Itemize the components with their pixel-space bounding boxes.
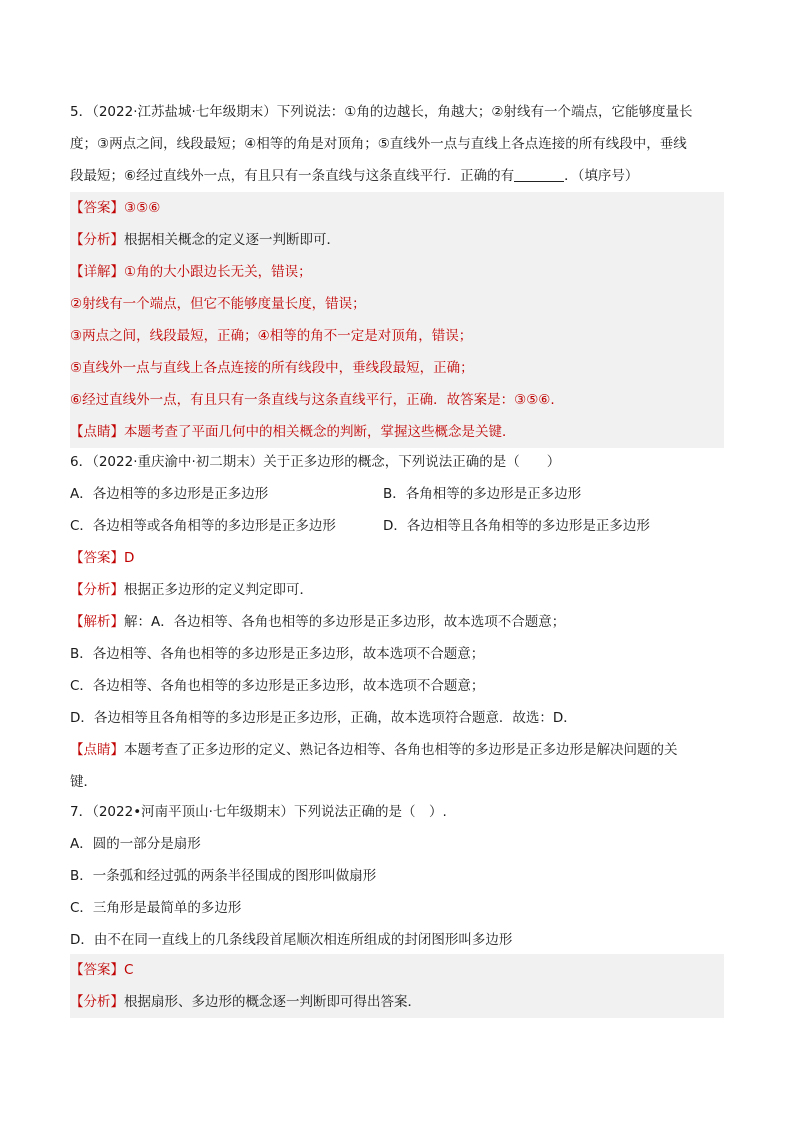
- q7-option-a: A．圆的一部分是扇形: [70, 836, 201, 852]
- answer-value: D: [124, 550, 135, 566]
- q6-solution-2: B．各边相等、各角也相等的多边形是正多边形，故本选项不合题意；: [70, 646, 485, 662]
- detail-tag: 【详解】: [70, 264, 124, 280]
- q7-answer: [70, 954, 724, 986]
- analysis-text: 根据正多边形的定义判定即可．: [124, 582, 313, 598]
- q6-solution-4: D．各边相等且各角相等的多边形是正多边形，正确，故本选项符合题意．故选：D．: [70, 710, 577, 726]
- answer-tag: 【答案】: [70, 200, 124, 216]
- analysis-tag: 【分析】: [70, 994, 124, 1010]
- q6-comment-2: 键．: [70, 774, 97, 790]
- q6-answer: [70, 542, 724, 574]
- answer-value: ③⑤⑥: [124, 200, 161, 216]
- q5-detail-5: ⑥经过直线外一点，有且只有一条直线与这条直线平行，正确．故答案是：③⑤⑥.: [70, 384, 724, 416]
- q7-option-c: C．三角形是最简单的多边形: [70, 900, 242, 916]
- analysis-text: 根据扇形、多边形的概念逐一判断即可得出答案．: [124, 994, 421, 1010]
- solution-tag: 【解析】: [70, 614, 124, 630]
- q5-stem-line-3: [70, 160, 724, 192]
- analysis-text: 根据相关概念的定义逐一判断即可．: [124, 232, 340, 248]
- answer-value: C: [124, 962, 134, 978]
- q7-stem: 7．（2022•河南平顶山·七年级期末）下列说法正确的是（ ）.: [70, 804, 447, 820]
- q7-option-d: D．由不在同一直线上的几条线段首尾顺次相连所组成的封闭图形叫多边形: [70, 932, 513, 948]
- q6-analysis: [70, 574, 724, 606]
- answer-tag: 【答案】: [70, 962, 124, 978]
- q7-analysis: [70, 986, 724, 1018]
- q5-analysis: [70, 224, 724, 256]
- comment-text: 本题考查了正多边形的定义、熟记各边相等、各角也相等的多边形是正多边形是解决问题的关: [124, 742, 678, 758]
- q5-detail-1: [70, 256, 724, 288]
- q6-options-row-2: [70, 510, 724, 542]
- q5-stem-line-1: 5．（2022·江苏盐城·七年级期末）下列说法：①角的边越长，角越大；②射线有一个端点，它能够度量长: [70, 104, 693, 120]
- q6-option-b: B．各角相等的多边形是正多边形: [383, 486, 582, 502]
- q5-detail-2: ②射线有一个端点，但它不能够度量长度，错误；: [70, 288, 724, 320]
- q6-solution-3: C．各边相等、各角也相等的多边形是正多边形，故本选项不合题意；: [70, 678, 485, 694]
- q5-comment: [70, 416, 724, 448]
- q5-detail-4: ⑤直线外一点与直线上各点连接的所有线段中，垂线段最短，正确；: [70, 352, 724, 384]
- q7-option-b: B．一条弧和经过弧的两条半径围成的图形叫做扇形: [70, 868, 377, 884]
- q6-stem: 6．（2022·重庆渝中·初二期末）关于正多边形的概念，下列说法正确的是（ ）: [70, 454, 561, 470]
- q6-option-a: A．各边相等的多边形是正多边形: [70, 486, 269, 502]
- q6-option-c: C．各边相等或各角相等的多边形是正多边形: [70, 518, 336, 534]
- q6-option-d: D．各边相等且各角相等的多边形是正多边形: [383, 518, 650, 534]
- q5-detail-3: ③两点之间，线段最短，正确；④相等的角不一定是对顶角，错误；: [70, 320, 724, 352]
- solution-text: 解：A．各边相等、各角也相等的多边形是正多边形，故本选项不合题意；: [124, 614, 566, 630]
- q5-answer: [70, 192, 724, 224]
- detail-text: ①角的大小跟边长无关，错误；: [124, 264, 312, 280]
- q6-solution-1: [70, 606, 724, 638]
- answer-tag: 【答案】: [70, 550, 124, 566]
- q5-stem-line-2: 度；③两点之间，线段最短；④相等的角是对顶角；⑤直线外一点与直线上各点连接的所有线段中，垂线: [70, 136, 687, 152]
- analysis-tag: 【分析】: [70, 582, 124, 598]
- analysis-tag: 【分析】: [70, 232, 124, 248]
- q6-comment-1: [70, 734, 724, 766]
- q5-stem-line-3-text: 段最短；⑥经过直线外一点，有且只有一条直线与这条直线平行．正确的有: [70, 168, 515, 184]
- comment-tag: 【点睛】: [70, 424, 124, 440]
- answer-blank: [514, 167, 564, 182]
- comment-tag: 【点睛】: [70, 742, 124, 758]
- q5-stem-line-3-end: ．（填序号）: [564, 168, 639, 184]
- comment-text: 本题考查了平面几何中的相关概念的判断，掌握这些概念是关键．: [124, 424, 516, 440]
- q6-options-row-1: [70, 478, 724, 510]
